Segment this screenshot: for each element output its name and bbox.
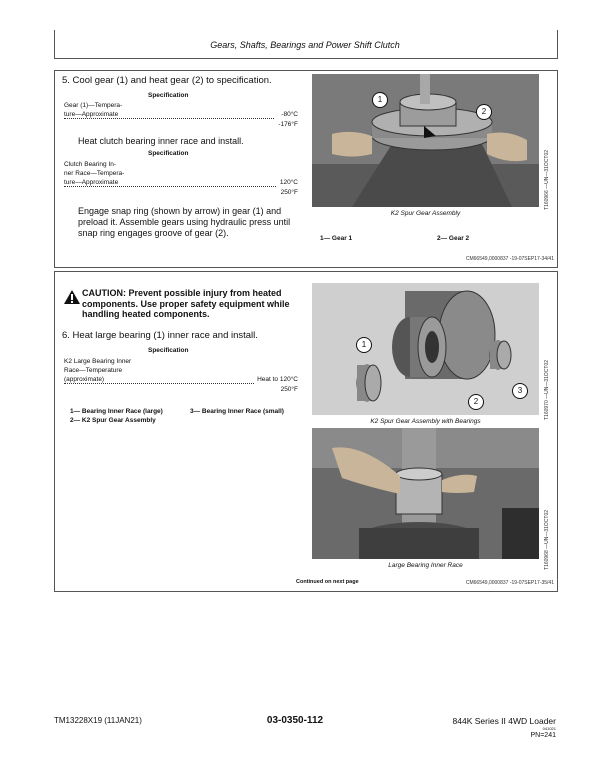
- spec1-value1: -80°C: [281, 111, 298, 118]
- spec3-label: Specification: [148, 347, 189, 354]
- gear-bearings-illustration: [312, 283, 539, 415]
- spec1-line1: Gear (1)—Tempera-: [64, 102, 123, 109]
- engage-snap-ring-text: Engage snap ring (shown by arrow) in gear (1) and preload it. Assemble gears using hydraulic press until snap ring engages groove of gear (2).: [78, 206, 291, 238]
- spec-label: Specification: [148, 92, 189, 99]
- callout-1: 1: [372, 92, 388, 108]
- callout-bearing-1: 1: [356, 337, 372, 353]
- bearing-install-illustration: [312, 428, 539, 559]
- k2-spur-gear-assembly-photo: [312, 74, 539, 207]
- spec1-line2: [64, 110, 274, 119]
- section1-ref: CM66549,0000837 -19-07SEP17-34/41: [465, 256, 554, 262]
- spec3-value2: 250°F: [280, 386, 298, 393]
- spec2-line3: [64, 178, 276, 187]
- footer-small-code: 041021: [542, 726, 556, 731]
- photo2-id: T160970 —UN—31OCT02: [544, 359, 550, 420]
- legend-gear-2: 2— Gear 2: [437, 235, 470, 242]
- large-bearing-inner-race-photo: [312, 428, 539, 559]
- section2-ref: CM66549,0000837 -19-07SEP17-35/41: [465, 580, 554, 586]
- spec3-line3: [64, 375, 254, 384]
- spec2-value1: 120°C: [279, 179, 298, 186]
- legend-bearing-large: 1— Bearing Inner Race (large): [70, 408, 163, 415]
- callout-bearing-3: 3: [512, 383, 528, 399]
- gear-with-bearings-photo: [312, 283, 539, 415]
- footer-pn: PN=241: [530, 732, 556, 739]
- heat-clutch-text: Heat clutch bearing inner race and install.: [78, 136, 244, 146]
- photo1-caption: K2 Spur Gear Assembly: [390, 210, 461, 217]
- callout-bearing-2: 2: [468, 394, 484, 410]
- gear-assembly-illustration: [312, 74, 539, 207]
- spec1-value2: -176°F: [278, 121, 298, 128]
- step-6: 6. Heat large bearing (1) inner race and install.: [62, 330, 258, 341]
- spec2-line2: ner Race—Tempera-: [64, 170, 125, 177]
- photo1-id: T160966 —UN—31OCT02: [544, 149, 550, 210]
- callout-2: 2: [476, 104, 492, 120]
- continued-note: Continued on next page: [296, 579, 359, 585]
- warning-triangle-icon: [64, 290, 80, 304]
- legend-k2-spur-gear: 2— K2 Spur Gear Assembly: [70, 417, 156, 424]
- footer-right: 844K Series II 4WD Loader: [452, 716, 556, 726]
- spec3-value1: Heat to 120°C: [257, 376, 298, 383]
- spec3-line2: Race—Temperature: [64, 367, 123, 374]
- photo3-id: T160968 —UN—31OCT02: [544, 509, 550, 570]
- step-5: 5. Cool gear (1) and heat gear (2) to specification.: [62, 75, 272, 86]
- caution-block: [64, 288, 296, 320]
- caution-text: CAUTION: Prevent possible injury from heated components. Use proper safety equipment while handling heated components.: [82, 288, 290, 319]
- footer-center: 03-0350-112: [266, 715, 324, 726]
- legend-gear-1: 1— Gear 1: [320, 235, 353, 242]
- spec2-value2: 250°F: [280, 189, 298, 196]
- page-header-title: Gears, Shafts, Bearings and Power Shift Clutch: [210, 40, 400, 50]
- spec2-label: Specification: [148, 150, 189, 157]
- spec2-line3-text: ture—Approximate: [64, 179, 119, 186]
- legend-bearing-small: 3— Bearing Inner Race (small): [190, 408, 284, 415]
- spec3-line3-text: (approximate): [64, 376, 105, 383]
- photo2-caption: K2 Spur Gear Assembly with Bearings: [370, 418, 481, 425]
- spec3-line1: K2 Large Bearing Inner: [64, 358, 132, 365]
- photo3-caption: Large Bearing Inner Race: [388, 562, 463, 569]
- spec2-line1: Clutch Bearing In-: [64, 161, 117, 168]
- spec1-line2-text: ture—Approximate: [64, 111, 119, 118]
- footer-left: TM13228X19 (11JAN21): [54, 716, 142, 725]
